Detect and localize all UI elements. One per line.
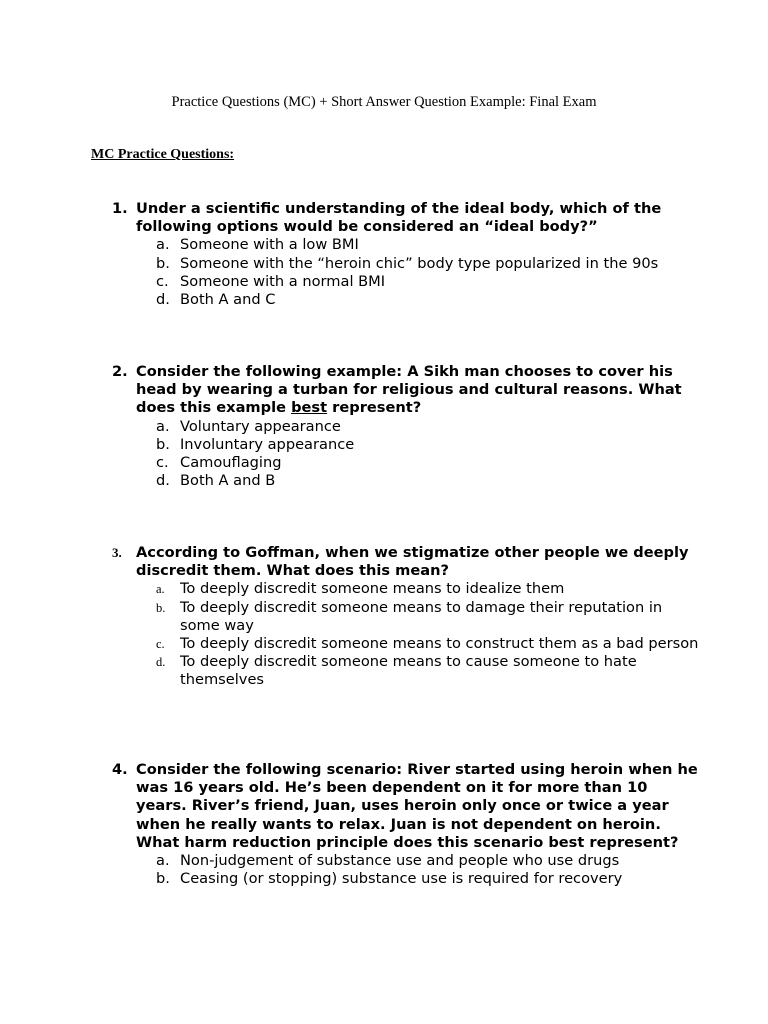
option-letter: a. <box>156 417 170 435</box>
option-c <box>156 454 702 472</box>
option-c <box>156 635 702 653</box>
option-letter: c. <box>156 272 169 290</box>
option-text: Someone with the “heroin chic” body type popularized in the 90s <box>180 254 659 272</box>
option-list <box>112 580 702 689</box>
option-d <box>156 653 702 689</box>
option-d <box>156 472 702 490</box>
question-2 <box>112 363 702 490</box>
question-4 <box>112 761 702 888</box>
option-text: To deeply discredit someone means to cause someone to hate themselves <box>180 653 637 689</box>
page-title: Practice Questions (MC) + Short Answer Question Example: Final Exam <box>171 94 597 110</box>
option-letter: b. <box>156 435 170 453</box>
option-text: To deeply discredit someone means to damage their reputation in some way <box>180 598 663 634</box>
option-c <box>156 273 702 291</box>
option-text: Ceasing (or stopping) substance use is required for recovery <box>180 870 623 888</box>
question-number: 2. <box>112 363 128 380</box>
option-letter: d. <box>156 472 170 490</box>
question-stem <box>112 200 702 236</box>
section-heading: MC Practice Questions: <box>91 147 235 162</box>
question-text: According to Goffman, when we stigmatize other people we deeply discredit them. What does this mean? <box>136 544 689 580</box>
option-b <box>156 255 702 273</box>
option-list <box>112 236 702 309</box>
question-text-part: represent? <box>327 399 422 417</box>
question-text: Consider the following scenario: River started using heroin when he was 16 years old. He’s been dependent on it for more than 10 years. River’s friend, Juan, uses heroin only once or twice a year when he really wants to relax. Juan is not dependent on heroin. What harm reduction principle does this scenario best represent? <box>136 761 698 851</box>
option-letter: a. <box>156 236 170 254</box>
question-stem <box>112 363 702 418</box>
option-a <box>156 236 702 254</box>
option-text: Both A and C <box>180 291 276 309</box>
option-letter: a. <box>156 582 165 597</box>
question-1 <box>112 200 702 309</box>
option-a <box>156 580 702 598</box>
option-text: Camouflaging <box>180 454 282 472</box>
option-list <box>112 852 702 888</box>
question-number: 3. <box>112 545 122 560</box>
option-d <box>156 291 702 309</box>
question-number: 4. <box>112 761 128 778</box>
question-number: 1. <box>112 200 128 217</box>
option-b <box>156 599 702 635</box>
option-letter: b. <box>156 254 170 272</box>
option-letter: b. <box>156 600 166 615</box>
option-list <box>112 418 702 491</box>
question-stem <box>112 544 702 580</box>
option-letter: c. <box>156 637 165 652</box>
option-text: Involuntary appearance <box>180 435 355 453</box>
option-text: Someone with a normal BMI <box>180 272 386 290</box>
option-text: Voluntary appearance <box>180 417 341 435</box>
option-letter: c. <box>156 454 169 472</box>
option-letter: d. <box>156 655 166 670</box>
option-text: Non-judgement of substance use and people who use drugs <box>180 852 620 870</box>
option-text: Both A and B <box>180 472 276 490</box>
option-a <box>156 418 702 436</box>
option-letter: a. <box>156 852 170 870</box>
question-3 <box>112 544 702 690</box>
option-text: Someone with a low BMI <box>180 236 359 254</box>
option-letter: d. <box>156 291 170 309</box>
option-text: To deeply discredit someone means to construct them as a bad person <box>180 635 699 653</box>
question-text-part: Consider the following example: A Sikh man chooses to cover his head by wearing a turban for religious and cultural reasons. What does this example <box>136 363 682 417</box>
option-b <box>156 870 702 888</box>
option-a <box>156 852 702 870</box>
option-b <box>156 436 702 454</box>
option-letter: b. <box>156 870 170 888</box>
question-text <box>136 363 702 418</box>
question-text: Under a scientific understanding of the ideal body, which of the following options would be considered an “ideal body?” <box>136 200 662 236</box>
option-text: To deeply discredit someone means to idealize them <box>180 580 565 598</box>
question-stem <box>112 761 702 852</box>
emphasis-word: best <box>291 399 328 417</box>
